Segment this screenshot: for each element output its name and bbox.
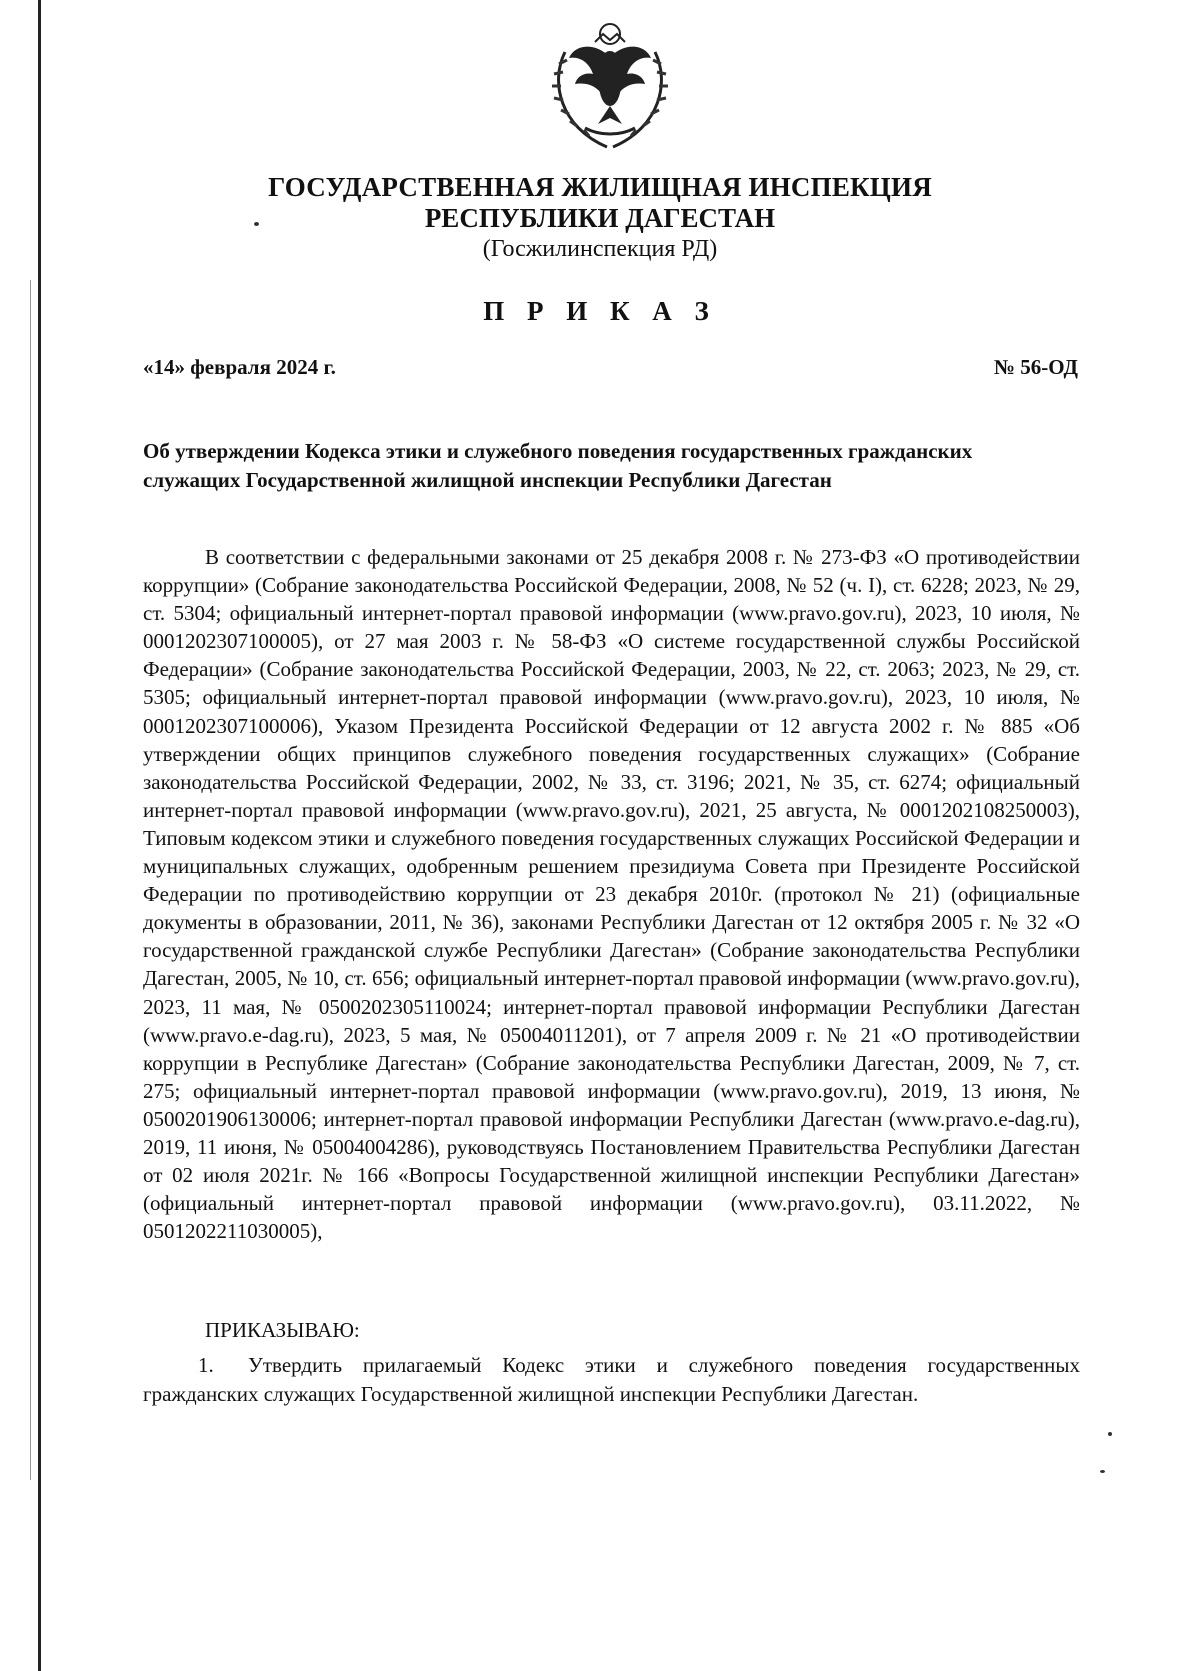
scan-speck	[1108, 1432, 1112, 1436]
scan-edge-line	[38, 0, 41, 1671]
dagestan-coat-of-arms-icon	[545, 12, 675, 152]
scan-speck	[1100, 1470, 1105, 1473]
order-directive-word: ПРИКАЗЫВАЮ:	[205, 1318, 360, 1342]
document-type-title: П Р И К А З	[483, 296, 717, 326]
scan-edge-line-faint	[30, 280, 31, 1480]
agency-name-line1: ГОСУДАРСТВЕННАЯ ЖИЛИЩНАЯ ИНСПЕКЦИЯ	[268, 172, 932, 202]
order-subject: Об утверждении Кодекса этики и служебного поведения государственных гражданских служащих Государственной жилищной инспекции Республики Дагестан	[143, 439, 973, 492]
order-date: «14» февраля 2024 г.	[143, 355, 336, 379]
order-item-number: 1.	[198, 1353, 214, 1377]
agency-name-line2: РЕСПУБЛИКИ ДАГЕСТАН	[424, 203, 776, 233]
preamble-paragraph: В соответствии с федеральными законами от 25 декабря 2008 г. № 273-ФЗ «О противодействии коррупции» (Собрание законодательства Российской Федерации, 2008, № 52 (ч. I), ст. 6228; 2023, № 29, ст. 5304; официальный интернет-портал правовой информации (www.pravo.gov.ru), 2023, 10 июля, № 0001202307100005), от 27 мая 2003 г. № 58-ФЗ «О системе государственной службы Российской Федерации» (Собрание законодательства Российской Федерации, 2003, № 22, ст. 2063; 2023, № 29, ст. 5305; официальный интернет-портал правовой информации (www.pravo.gov.ru), 2023, 10 июля, № 0001202307100006), Указом Президента Российской Федерации от 12 августа 2002 г. № 885 «Об утверждении общих принципов служебного поведения государственных служащих» (Собрание законодательства Российской Федерации, 2002, № 33, ст. 3196; 2021, № 35, ст. 6274; официальный интернет-портал правовой информации (www.pravo.gov.ru), 2021, 25 августа, № 0001202108250003), Типовым кодексом этики и служебного поведения государственных служащих Российской Федерации и муниципальных служащих, одобренным решением президиума Совета при Президенте Российской Федерации по противодействию коррупции от 23 декабря 2010г. (протокол № 21) (официальные документы в образовании, 2011, № 36), законами Республики Дагестан от 12 октября 2005 г. № 32 «О государственной гражданской службе Республики Дагестан» (Собрание законодательства Республики Дагестан, 2005, № 10, ст. 656; официальный интернет-портал правовой информации (www.pravo.gov.ru), 2023, 11 мая, № 0500202305110024; интернет-портал правовой информации Республики Дагестан (www.pravo.e-dag.ru), 2023, 5 мая, № 05004011201), от 7 апреля 2009 г. № 21 «О противодействии коррупции в Республике Дагестан» (Собрание законодательства Республики Дагестан, 2009, № 7, ст. 275; официальный интернет-портал правовой информации (www.pravo.gov.ru), 2019, 13 июня, № 0500201906130006; интернет-портал правовой информации Республики Дагестан (www.pravo.e-dag.ru), 2019, 11 июня, № 05004004286), руководствуясь Постановлением Правительства Республики Дагестан от 02 июля 2021г. № 166 «Вопросы Государственной жилищной инспекции Республики Дагестан» (официальный интернет-портал правовой информации (www.pravo.gov.ru), 03.11.2022, № 0501202211030005),	[143, 545, 1080, 1244]
agency-short-name: (Госжилинспекция РД)	[482, 236, 718, 262]
scan-speck	[254, 222, 259, 226]
order-preamble	[143, 543, 1080, 1245]
order-number: № 56-ОД	[993, 355, 1078, 379]
order-item-text: Утвердить прилагаемый Кодекс этики и служебного поведения государственных гражданских служащих Государственной жилищной инспекции Республики Дагестан.	[143, 1353, 1080, 1406]
order-item	[143, 1351, 1080, 1409]
